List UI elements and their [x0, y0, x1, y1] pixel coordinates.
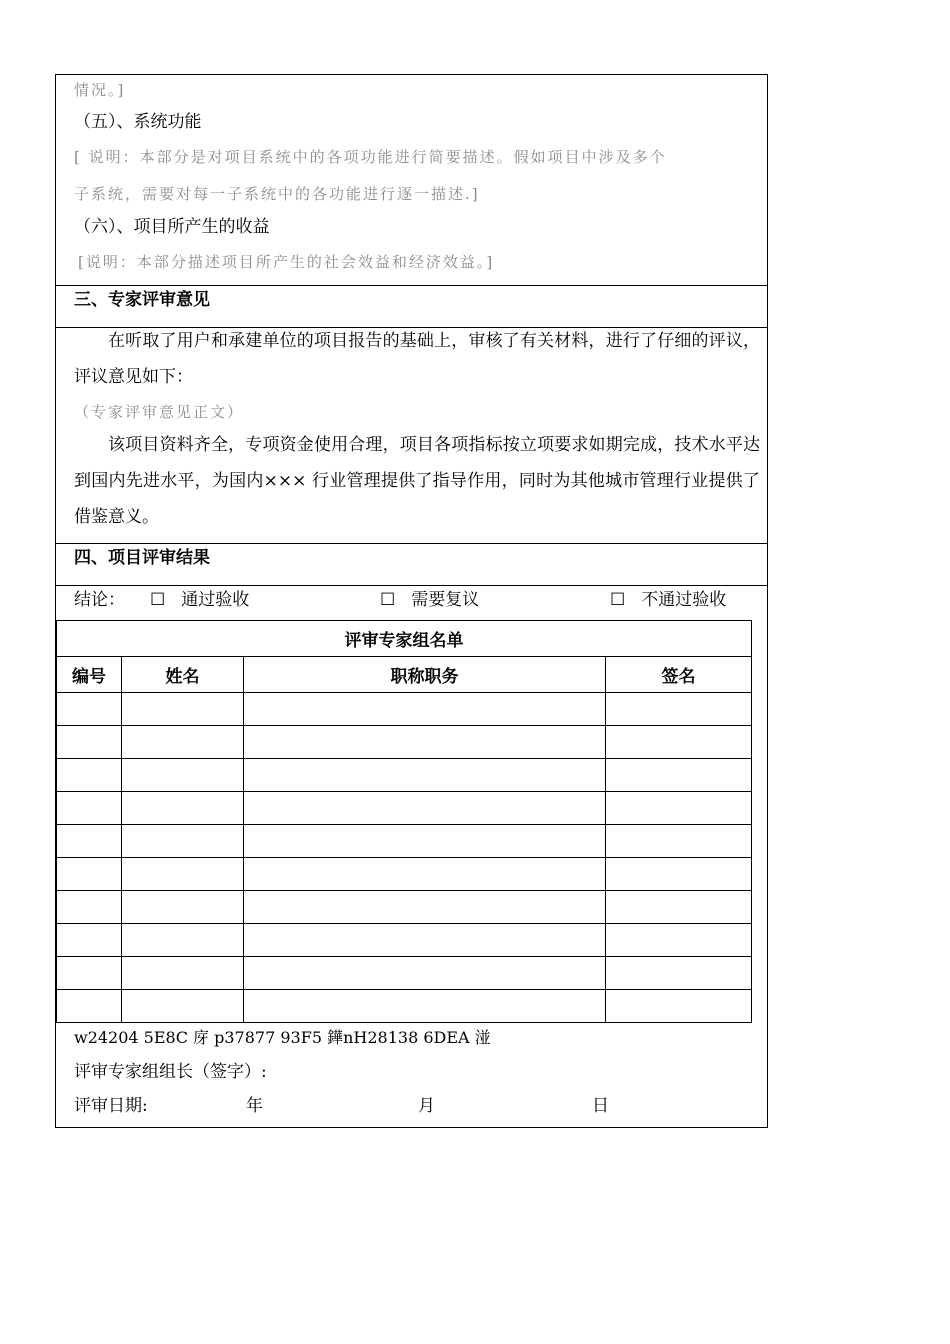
cell-name[interactable] — [122, 726, 244, 759]
divider — [56, 585, 767, 586]
cell-signature[interactable] — [606, 693, 752, 726]
garbled-text-line: w24204 5E8C 庌 p37877 93F5 鏵nH28138 6DEA 湴 — [74, 1028, 491, 1047]
cell-number[interactable] — [57, 990, 122, 1023]
review-date-label: 评审日期: — [74, 1096, 148, 1116]
cell-title-position[interactable] — [244, 726, 606, 759]
expert-list-table — [56, 620, 752, 1023]
cell-name[interactable] — [122, 924, 244, 957]
cell-number[interactable] — [57, 825, 122, 858]
cell-number[interactable] — [57, 726, 122, 759]
section-3-paragraph-1: 在听取了用户和承建单位的项目报告的基础上，审核了有关材料，进行了仔细的评议，评议意见如下： — [74, 331, 760, 387]
cell-number[interactable] — [57, 891, 122, 924]
column-header-name: 姓名 — [122, 657, 244, 693]
cell-signature[interactable] — [606, 726, 752, 759]
cell-title-position[interactable] — [244, 825, 606, 858]
option-label: 不通过验收 — [641, 590, 727, 610]
cell-name[interactable] — [122, 957, 244, 990]
table-row — [57, 825, 752, 858]
expert-table-header-row — [57, 657, 752, 693]
section-3-heading: 三、专家评审意见 — [74, 290, 210, 310]
cell-signature[interactable] — [606, 990, 752, 1023]
table-row — [57, 759, 752, 792]
expert-table-body — [57, 693, 752, 1023]
review-form-frame — [55, 74, 768, 1128]
cell-title-position[interactable] — [244, 693, 606, 726]
checkbox-icon[interactable]: ☐ — [150, 590, 166, 610]
conclusion-option-review[interactable] — [380, 590, 479, 610]
cell-signature[interactable] — [606, 792, 752, 825]
section-6-title: （六）、项目所产生的收益 — [74, 217, 270, 237]
column-header-number: 编号 — [57, 657, 122, 693]
cell-title-position[interactable] — [244, 792, 606, 825]
column-header-signature: 签名 — [606, 657, 752, 693]
date-month-label: 月 — [418, 1096, 435, 1116]
expert-table-title: 评审专家组名单 — [57, 621, 752, 657]
cell-signature[interactable] — [606, 891, 752, 924]
leader-signature-label: 评审专家组组长（签字）: — [74, 1062, 267, 1082]
cell-signature[interactable] — [606, 759, 752, 792]
cell-number[interactable] — [57, 693, 122, 726]
date-year-label: 年 — [246, 1096, 263, 1116]
table-row — [57, 957, 752, 990]
option-label: 通过验收 — [181, 590, 250, 610]
cell-name[interactable] — [122, 858, 244, 891]
cell-signature[interactable] — [606, 858, 752, 891]
cell-name[interactable] — [122, 891, 244, 924]
cell-number[interactable] — [57, 792, 122, 825]
cell-number[interactable] — [57, 957, 122, 990]
table-row — [57, 693, 752, 726]
section-3-placeholder: （专家评审意见正文） — [74, 403, 245, 421]
cell-number[interactable] — [57, 858, 122, 891]
conclusion-option-pass[interactable] — [150, 590, 249, 610]
cell-name[interactable] — [122, 990, 244, 1023]
conclusion-label: 结论： — [74, 590, 125, 610]
cell-name[interactable] — [122, 792, 244, 825]
conclusion-option-fail[interactable] — [610, 590, 726, 610]
table-row — [57, 858, 752, 891]
section-5-title: （五）、系统功能 — [74, 112, 202, 132]
table-row — [57, 891, 752, 924]
cell-title-position[interactable] — [244, 957, 606, 990]
checkbox-icon[interactable]: ☐ — [380, 590, 396, 610]
section-5-note-line1: [ 说明：本部分是对项目系统中的各项功能进行简要描述。假如项目中涉及多个 — [74, 148, 667, 166]
column-header-title-position: 职称职务 — [244, 657, 606, 693]
section-6-note: [说明：本部分描述项目所产生的社会效益和经济效益。] — [78, 253, 495, 271]
divider — [56, 543, 767, 544]
cell-number[interactable] — [57, 759, 122, 792]
cell-title-position[interactable] — [244, 990, 606, 1023]
divider — [56, 285, 767, 286]
cell-signature[interactable] — [606, 825, 752, 858]
table-row — [57, 990, 752, 1023]
cell-title-position[interactable] — [244, 759, 606, 792]
cell-name[interactable] — [122, 759, 244, 792]
cell-number[interactable] — [57, 924, 122, 957]
section-3-paragraph-2: 该项目资料齐全，专项资金使用合理，项目各项指标按立项要求如期完成，技术水平达到国内先进水平，为国内××× 行业管理提供了指导作用，同时为其他城市管理行业提供了借鉴意义。 — [74, 435, 760, 527]
intro-tail-note: 情况。] — [74, 81, 126, 99]
cell-title-position[interactable] — [244, 924, 606, 957]
section-4-heading: 四、项目评审结果 — [74, 548, 210, 568]
cell-name[interactable] — [122, 825, 244, 858]
cell-title-position[interactable] — [244, 891, 606, 924]
table-row — [57, 792, 752, 825]
cell-signature[interactable] — [606, 957, 752, 990]
section-5-note-line2: 子系统，需要对每一子系统中的各功能进行逐一描述.] — [74, 185, 480, 203]
cell-signature[interactable] — [606, 924, 752, 957]
checkbox-icon[interactable]: ☐ — [610, 590, 626, 610]
table-row — [57, 924, 752, 957]
cell-name[interactable] — [122, 693, 244, 726]
option-label: 需要复议 — [411, 590, 480, 610]
date-day-label: 日 — [592, 1096, 609, 1116]
table-row — [57, 726, 752, 759]
cell-title-position[interactable] — [244, 858, 606, 891]
